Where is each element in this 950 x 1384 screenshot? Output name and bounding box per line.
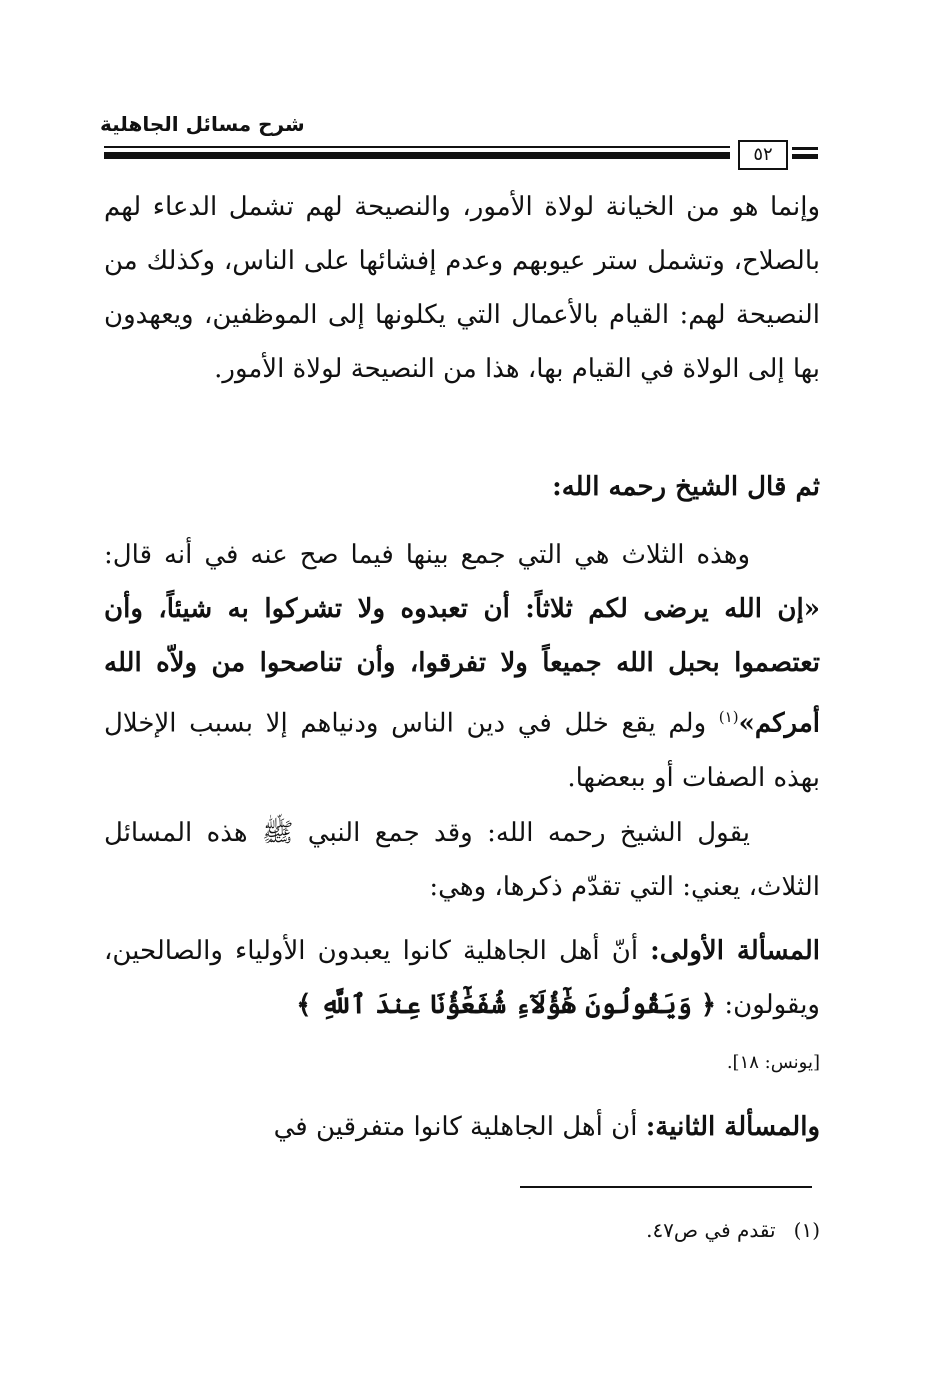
issue-2-label: والمسألة الثانية:	[645, 1112, 820, 1142]
footnote-text: تقدم في ص٤٧.	[646, 1218, 776, 1242]
running-header-title: شرح مسائل الجاهلية	[100, 112, 305, 136]
header-rule-right-thick	[792, 154, 818, 159]
header-rule-thin	[104, 146, 730, 148]
quran-verse: ﴿ وَيَقُولُونَ هَٰٓؤُلَآءِ شُفَعَٰٓؤُنَا عِندَ ٱللَّهِ ﴾	[296, 990, 717, 1020]
verse-reference: [يونس: ١٨].	[726, 1052, 820, 1073]
footnote-number: (١)	[793, 1218, 820, 1242]
heading-text: ثم قال الشيخ رحمه الله:	[552, 472, 820, 502]
paragraph-4: يقول الشيخ رحمه الله: وقد جمع النبي ﷺ هذه المسائل الثلاث، يعني: التي تقدّم ذكرها، وهي:	[104, 818, 820, 902]
paragraph-2-heading	[104, 460, 820, 514]
p3-intro: وهذه الثلاث هي التي جمع بينها فيما صح عنه في أنه قال:	[104, 540, 750, 570]
paragraph-3	[104, 528, 820, 805]
paragraph-5	[104, 924, 820, 1032]
hadith-quote: «إن الله يرضى لكم ثلاثاً: أن تعبدوه ولا تشركوا به شيئاً، وأن تعتصموا بحبل الله جميعاً ولا تفرقوا، وأن تناصحوا من ولاّه الله أمركم»	[104, 594, 821, 739]
header-rule-thick	[104, 152, 730, 159]
paragraph-6	[104, 1100, 820, 1154]
footnote	[104, 1218, 820, 1242]
issue-2-text: أن أهل الجاهلية كانوا متفرقين في	[273, 1112, 638, 1142]
footnote-marker: (١)	[718, 708, 739, 726]
issue-1-text: أنّ أهل الجاهلية كانوا يعبدون الأولياء والصالحين، ويقولون:	[104, 936, 820, 1020]
paragraph-1: وإنما هو من الخيانة لولاة الأمور، والنصيحة لهم تشمل الدعاء لهم بالصلاح، وتشمل ستر عيوبهم وعدم إفشائها على الناس، وكذلك من النصيحة لهم: القيام بالأعمال التي يكلونها إلى الموظفين، ويعهدون بها إلى الولاة في القيام بها، هذا من النصيحة لولاة الأمور.	[104, 192, 820, 384]
p3-rest: ولم يقع خلل في دين الناس ودنياهم إلا بسبب الإخلال بهذه الصفات أو ببعضها.	[104, 708, 820, 793]
header-rule-right-thin	[792, 147, 818, 150]
footnote-separator	[520, 1186, 812, 1188]
issue-1-label: المسألة الأولى:	[650, 936, 820, 966]
page-number: ٥٢	[738, 140, 788, 170]
